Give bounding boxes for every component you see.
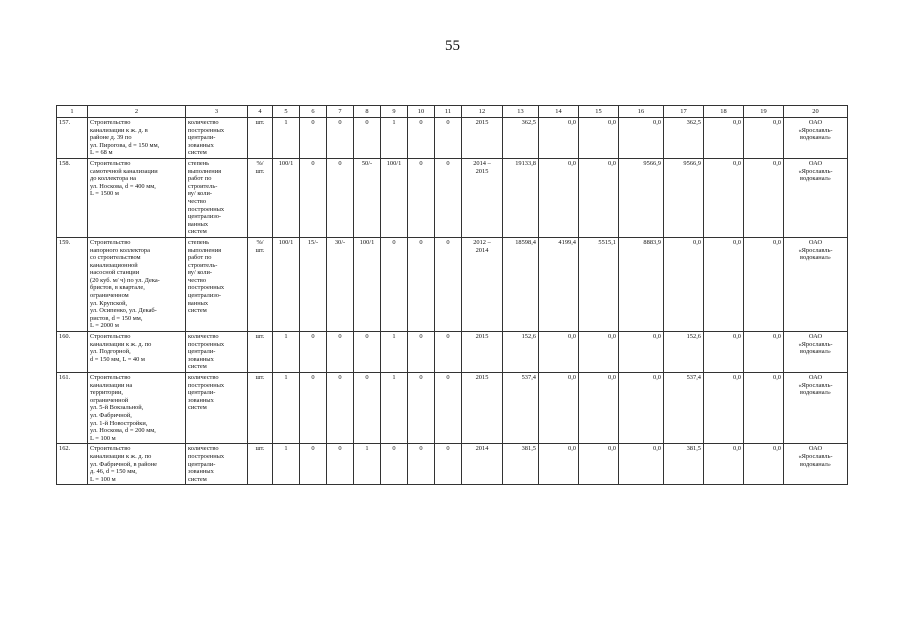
table-row xyxy=(57,237,848,331)
cost-cell: 0,0 xyxy=(539,118,579,159)
measure-name-cell: Строительство напорного коллектора со строительством канализационной насосной станции (20 куб. м/ ч) по ул. Дека- бристов, в квартале, ограниченном ул. Крупской, ул. Осипенко, ул. Декаб- ристов, d = 150 мм, L = 2000 м xyxy=(88,237,186,331)
indicator-cell: количество построенных централи- зованных систем xyxy=(186,332,248,373)
total-cost-cell: 537,4 xyxy=(503,373,539,444)
year-value-cell: 0 xyxy=(408,444,435,485)
target-value-cell: 100/1 xyxy=(273,158,300,237)
cost-cell: 0,0 xyxy=(619,373,664,444)
year-value-cell: 30/- xyxy=(327,237,354,331)
year-value-cell: 0 xyxy=(300,373,327,444)
row-number-cell: 158. xyxy=(57,158,88,237)
cost-cell: 0,0 xyxy=(664,237,704,331)
indicator-cell: количество построенных централи- зованных систем xyxy=(186,444,248,485)
unit-cell: %/ шт. xyxy=(248,158,273,237)
cost-cell: 0,0 xyxy=(539,332,579,373)
cost-cell: 5515,1 xyxy=(579,237,619,331)
cost-cell: 9566,9 xyxy=(664,158,704,237)
row-number-cell: 157. xyxy=(57,118,88,159)
column-header: 18 xyxy=(704,106,744,118)
cost-cell: 9566,9 xyxy=(619,158,664,237)
column-header: 1 xyxy=(57,106,88,118)
cost-cell: 537,4 xyxy=(664,373,704,444)
target-value-cell: 1 xyxy=(273,444,300,485)
measure-name-cell: Строительство канализации к ж. д. по ул. Фабричной, в районе д. 46, d = 150 мм, L = 100 м xyxy=(88,444,186,485)
page-number: 55 xyxy=(445,38,460,54)
measure-name-cell: Строительство канализации к ж. д. по ул. Подгорной, d = 150 мм, L = 40 м xyxy=(88,332,186,373)
year-value-cell: 0 xyxy=(435,158,462,237)
year-value-cell: 0 xyxy=(327,373,354,444)
period-cell: 2015 xyxy=(462,373,503,444)
year-value-cell: 15/- xyxy=(300,237,327,331)
year-value-cell: 0 xyxy=(354,332,381,373)
year-value-cell: 0 xyxy=(327,444,354,485)
year-value-cell: 0 xyxy=(354,373,381,444)
executor-cell: ОАО «Ярославль- водоканал» xyxy=(784,237,848,331)
cost-cell: 0,0 xyxy=(539,444,579,485)
year-value-cell: 0 xyxy=(408,332,435,373)
row-number-cell: 160. xyxy=(57,332,88,373)
period-cell: 2015 xyxy=(462,332,503,373)
unit-cell: %/ шт. xyxy=(248,237,273,331)
cost-cell: 0,0 xyxy=(579,373,619,444)
cost-cell: 0,0 xyxy=(579,332,619,373)
year-value-cell: 100/1 xyxy=(354,237,381,331)
measure-name-cell: Строительство самотечной канализации до коллектора на ул. Носкова, d = 400 мм, L = 1500 м xyxy=(88,158,186,237)
column-header: 13 xyxy=(503,106,539,118)
cost-cell: 0,0 xyxy=(704,373,744,444)
year-value-cell: 100/1 xyxy=(381,158,408,237)
table-row xyxy=(57,444,848,485)
year-value-cell: 0 xyxy=(435,237,462,331)
executor-cell: ОАО «Ярославль- водоканал» xyxy=(784,373,848,444)
measure-name-cell: Строительство канализации на территории, ограниченной ул. 5-й Вокзальной, ул. Фабричной, ул. 1-й Новостройки, ул. Носкова, d = 200 мм, L = 100 м xyxy=(88,373,186,444)
column-header: 3 xyxy=(186,106,248,118)
column-header: 6 xyxy=(300,106,327,118)
year-value-cell: 0 xyxy=(435,444,462,485)
table-body xyxy=(57,118,848,485)
column-header: 20 xyxy=(784,106,848,118)
header-row xyxy=(57,106,848,118)
cost-cell: 4199,4 xyxy=(539,237,579,331)
period-cell: 2014 – 2015 xyxy=(462,158,503,237)
column-header: 14 xyxy=(539,106,579,118)
unit-cell: шт. xyxy=(248,373,273,444)
total-cost-cell: 381,5 xyxy=(503,444,539,485)
table-row xyxy=(57,373,848,444)
year-value-cell: 1 xyxy=(381,118,408,159)
unit-cell: шт. xyxy=(248,332,273,373)
executor-cell: ОАО «Ярославль- водоканал» xyxy=(784,444,848,485)
column-header: 9 xyxy=(381,106,408,118)
measure-name-cell: Строительство канализации к ж. д. в районе д. 39 по ул. Пирогова, d = 150 мм, L = 68 м xyxy=(88,118,186,159)
column-header: 11 xyxy=(435,106,462,118)
executor-cell: ОАО «Ярославль- водоканал» xyxy=(784,118,848,159)
unit-cell: шт. xyxy=(248,444,273,485)
cost-cell: 0,0 xyxy=(744,444,784,485)
table-row xyxy=(57,158,848,237)
cost-cell: 0,0 xyxy=(619,332,664,373)
year-value-cell: 1 xyxy=(381,332,408,373)
cost-cell: 0,0 xyxy=(744,158,784,237)
period-cell: 2015 xyxy=(462,118,503,159)
target-value-cell: 1 xyxy=(273,118,300,159)
cost-cell: 0,0 xyxy=(704,444,744,485)
year-value-cell: 0 xyxy=(327,158,354,237)
year-value-cell: 1 xyxy=(354,444,381,485)
period-cell: 2012 – 2014 xyxy=(462,237,503,331)
cost-cell: 0,0 xyxy=(579,158,619,237)
program-table xyxy=(56,105,848,485)
indicator-cell: количество построенных централи- зованных систем xyxy=(186,373,248,444)
unit-cell: шт. xyxy=(248,118,273,159)
target-value-cell: 100/1 xyxy=(273,237,300,331)
row-number-cell: 162. xyxy=(57,444,88,485)
cost-cell: 0,0 xyxy=(579,118,619,159)
year-value-cell: 0 xyxy=(408,118,435,159)
executor-cell: ОАО «Ярославль- водоканал» xyxy=(784,158,848,237)
column-header: 7 xyxy=(327,106,354,118)
column-header: 19 xyxy=(744,106,784,118)
cost-cell: 152,6 xyxy=(664,332,704,373)
cost-cell: 0,0 xyxy=(744,237,784,331)
year-value-cell: 0 xyxy=(381,444,408,485)
total-cost-cell: 18598,4 xyxy=(503,237,539,331)
cost-cell: 0,0 xyxy=(704,332,744,373)
year-value-cell: 0 xyxy=(408,237,435,331)
year-value-cell: 0 xyxy=(300,444,327,485)
cost-cell: 0,0 xyxy=(704,158,744,237)
cost-cell: 0,0 xyxy=(744,332,784,373)
indicator-cell: степень выполнения работ по строитель- ву/ коли- чество построенных централизо- ванных систем xyxy=(186,237,248,331)
cost-cell: 0,0 xyxy=(539,373,579,444)
cost-cell: 362,5 xyxy=(664,118,704,159)
column-header: 4 xyxy=(248,106,273,118)
total-cost-cell: 19133,8 xyxy=(503,158,539,237)
cost-cell: 0,0 xyxy=(744,373,784,444)
year-value-cell: 0 xyxy=(435,118,462,159)
year-value-cell: 0 xyxy=(381,237,408,331)
cost-cell: 8883,9 xyxy=(619,237,664,331)
year-value-cell: 0 xyxy=(435,373,462,444)
column-header: 5 xyxy=(273,106,300,118)
cost-cell: 0,0 xyxy=(744,118,784,159)
column-header: 8 xyxy=(354,106,381,118)
year-value-cell: 0 xyxy=(435,332,462,373)
year-value-cell: 0 xyxy=(300,332,327,373)
row-number-cell: 159. xyxy=(57,237,88,331)
executor-cell: ОАО «Ярославль- водоканал» xyxy=(784,332,848,373)
target-value-cell: 1 xyxy=(273,332,300,373)
year-value-cell: 0 xyxy=(327,332,354,373)
year-value-cell: 0 xyxy=(354,118,381,159)
cost-cell: 381,5 xyxy=(664,444,704,485)
target-value-cell: 1 xyxy=(273,373,300,444)
year-value-cell: 0 xyxy=(327,118,354,159)
year-value-cell: 0 xyxy=(408,158,435,237)
year-value-cell: 0 xyxy=(300,118,327,159)
cost-cell: 0,0 xyxy=(704,237,744,331)
year-value-cell: 0 xyxy=(300,158,327,237)
table-row xyxy=(57,332,848,373)
year-value-cell: 1 xyxy=(381,373,408,444)
column-header: 2 xyxy=(88,106,186,118)
year-value-cell: 50/- xyxy=(354,158,381,237)
period-cell: 2014 xyxy=(462,444,503,485)
year-value-cell: 0 xyxy=(408,373,435,444)
column-header: 15 xyxy=(579,106,619,118)
cost-cell: 0,0 xyxy=(619,444,664,485)
cost-cell: 0,0 xyxy=(704,118,744,159)
column-header: 12 xyxy=(462,106,503,118)
column-header: 10 xyxy=(408,106,435,118)
indicator-cell: количество построенных централи- зованных систем xyxy=(186,118,248,159)
total-cost-cell: 362,5 xyxy=(503,118,539,159)
cost-cell: 0,0 xyxy=(579,444,619,485)
column-header: 17 xyxy=(664,106,704,118)
row-number-cell: 161. xyxy=(57,373,88,444)
indicator-cell: степень выполнения работ по строитель- ву/ коли- чество построенных централизо- ванных систем xyxy=(186,158,248,237)
table-row xyxy=(57,118,848,159)
total-cost-cell: 152,6 xyxy=(503,332,539,373)
cost-cell: 0,0 xyxy=(539,158,579,237)
cost-cell: 0,0 xyxy=(619,118,664,159)
column-header: 16 xyxy=(619,106,664,118)
